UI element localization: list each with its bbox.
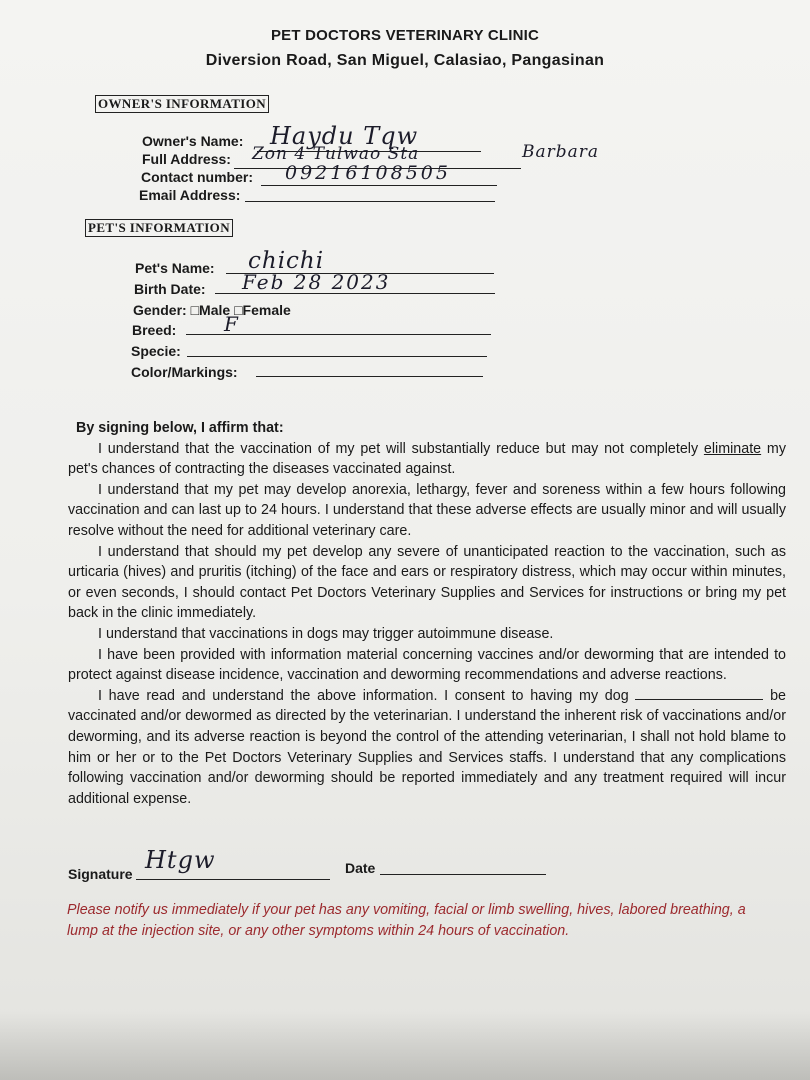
dog-name-blank[interactable] (635, 686, 763, 700)
color-markings-line (256, 376, 483, 377)
email-line (245, 201, 495, 202)
owner-section-title: OWNER'S INFORMATION (95, 95, 269, 113)
full-address-label: Full Address: (142, 151, 231, 167)
signature-value[interactable]: Htgw (145, 846, 216, 874)
specie-label: Specie: (131, 343, 181, 359)
consent-text (68, 418, 786, 809)
color-markings-label: Color/Markings: (131, 364, 238, 380)
full-address-extra[interactable]: Barbara (522, 142, 600, 162)
contact-number-line (261, 185, 497, 186)
contact-number-value[interactable]: 09216108505 (285, 162, 451, 184)
specie-line (187, 356, 487, 357)
pet-section-title: PET'S INFORMATION (85, 219, 233, 237)
gender-female-label: Female (242, 302, 291, 318)
consent-lead: By signing below, I affirm that: (76, 420, 284, 436)
consent-paragraph-3: I understand that should my pet develop any severe of unanticipated reaction to the vaccination, such as urticaria (hives) and pruritis (itching) of the face and ears or respiratory distress, which may occur within minutes, or even seconds, I should contact Pet Doctors Veterinary Supplies and Services for instructions or bring my pet back in the clinic immediately. (68, 543, 786, 622)
consent-paragraph-2: I understand that my pet may develop anorexia, lethargy, fever and soreness within a few hours following vaccination and can last up to 24 hours. I understand that these adverse effects are usually minor and will usually resolve without the need for additional veterinary care. (68, 481, 786, 539)
email-label: Email Address: (139, 187, 241, 203)
clinic-address: Diversion Road, San Miguel, Calasiao, Pangasinan (205, 52, 605, 69)
date-line (380, 874, 546, 875)
birth-date-label: Birth Date: (134, 281, 206, 297)
consent-paragraph-5: I have been provided with information material concerning vaccines and/or deworming that are intended to protect against disease incidence, vaccination and deworming recommendations and adverse reactions. (68, 646, 786, 684)
symptom-notice: Please notify us immediately if your pet has any vomiting, facial or limb swelling, hives, labored breathing, a lump at the injection site, or any other symptoms within 24 hours of vaccination. (67, 902, 746, 939)
gender-male-label: Male (199, 302, 231, 318)
date-label: Date (345, 860, 376, 876)
pet-name-value[interactable]: chichi (248, 248, 325, 274)
owner-name-label: Owner's Name: (142, 133, 244, 149)
full-address-value[interactable]: Zon 4 Tulwao Sta (252, 144, 420, 164)
breed-label: Breed: (132, 322, 177, 338)
table-shadow (0, 1012, 810, 1080)
clinic-name: PET DOCTORS VETERINARY CLINIC (270, 27, 540, 44)
consent-paragraph-6: I have read and understand the above information. I consent to having my dog be vaccinated and/or dewormed as directed by the veterinarian. I understand the inherent risk of vaccinations and/or deworming, and its adverse reaction is beyond the control of the attending veterinarian, I shall not hold blame to him or her or to the Pet Doctors Veterinary Supplies and Services staffs. I understand that any complications following vaccination and/or deworming should be reported immediately and any treatment required will incur additional expense. (68, 687, 787, 807)
checkbox-female-icon[interactable]: □ (234, 302, 243, 318)
consent-paragraph-4: I understand that vaccinations in dogs may trigger autoimmune disease. (98, 625, 554, 642)
signature-label: Signature (68, 866, 133, 882)
pet-name-label: Pet's Name: (135, 260, 215, 276)
gender-label: Gender: (133, 302, 187, 318)
breed-value[interactable]: F (224, 312, 239, 336)
signature-line (136, 879, 330, 880)
birth-date-value[interactable]: Feb 28 2023 (242, 270, 391, 294)
contact-number-label: Contact number: (141, 169, 253, 185)
checkbox-male-icon[interactable]: □ (190, 302, 200, 318)
owner-name-value[interactable]: Haydu Tqw (270, 122, 419, 150)
consent-paragraph-1: I understand that the vaccination of my pet will substantially reduce but may not completely eliminate my pet's chances of contracting the diseases vaccinated against. (68, 440, 786, 478)
gender-field (133, 302, 291, 318)
